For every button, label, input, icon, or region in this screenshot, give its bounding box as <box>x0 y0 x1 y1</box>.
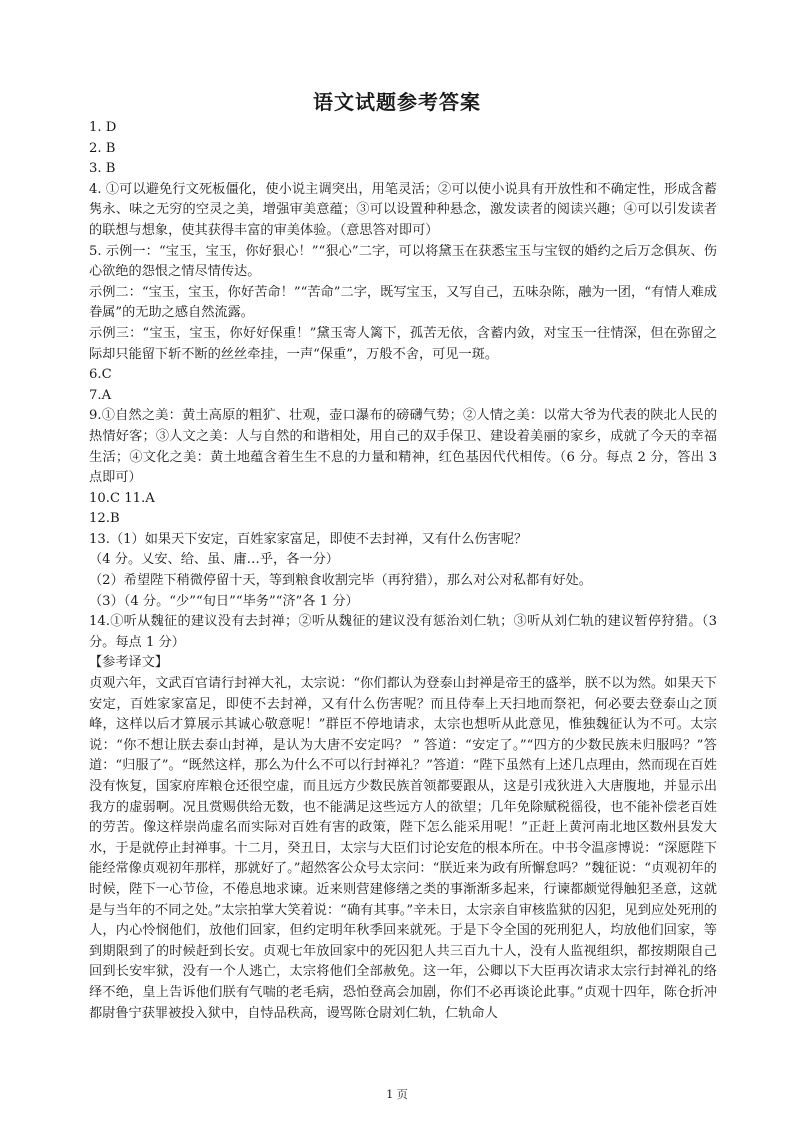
answer-line: （4 分。乂安、给、虽、庸…乎，各一分） <box>89 552 339 568</box>
answer-line: 2. B <box>89 140 116 156</box>
translation-paragraph: 贞观六年，文武百官请行封禅大礼，太宗说：“你们都认为登泰山封禅是帝王的盛举，朕不以为然。如果天下安定，百姓家家富足，即使不去封禅，又有什么伤害呢？而且侍奉上天扫地而祭祀，何必要去登泰山之顶峰，这样以后才算展示其诚心敬意呢！”群臣不停地请求，太宗也想听从此意见，惟独魏征认为不可。太宗说：“你不想让朕去泰山封禅，是认为大唐不安定吗？ ” 答道：“安定了。”“四方的少数民族未归服吗？”答道：“归服了”。“既然这样，那么为什么不可以行封禅礼？”答道：“陛下虽然有上述几点理由，然而现在百姓没有恢复，国家府库粮仓还很空虚，而且远方少数民族首领都要跟从，这是引戎狄进入大唐腹地，并显示出我方的虚弱啊。况且赏赐供给无数，也不能满足这些远方人的欲望；几年免除赋税徭役，也不能补偿老百姓的劳苦。像这样崇尚虚名而实际对百姓有害的政策，陛下怎么能采用呢！”正赶上黄河南北地区数州县发大水，于是就停止封禅事。十二月，癸丑日，太宗与大臣们讨论安危的根本所在。中书令温彦博说：“深愿陛下能经常像贞观初年那样，那就好了。”超然客公众号太宗问：“朕近来为政有所懈怠吗？”魏征说：“贞观初年的时候，陛下一心节俭，不倦息地求谏。近来则营建修缮之类的事渐渐多起来，行谏都颇觉得触犯圣意，这就是与当年的不同之处。”太宗拍掌大笑着说：“确有其事。”辛未日，太宗亲自审核监狱的囚犯，见到应处死刑的人，内心怜悯他们，放他们回家，但约定明年秋季回来就死。于是下令全国的死刑犯人，均放他们回家，等到期限到了的时候赶到长安。贞观七年放回家中的死囚犯人共三百九十人，没有人监视组织，都按期限自己回到长安牢狱，没有一个人逃亡，太宗将他们全部赦免。这一年，公卿以下大臣再次请求太宗行封禅礼的络绎不绝，皇上告诉他们朕有气喘的老毛病，恐怕登高会加剧，你们不必再谈论此事。”贞观十四年，陈仓折冲都尉鲁宁获罪被投入狱中，自恃品秩高，谩骂陈仓尉刘仁轨，仁轨命人 <box>89 676 717 1021</box>
answer-line: （2）希望陛下稍微停留十天，等到粮食收割完毕（再狩猎），那么对公对私都有好处。 <box>89 573 592 589</box>
answer-line: 4. ①可以避免行文死板僵化，使小说主调突出，用笔灵活；②可以使小说具有开放性和不确定性，形成含蓄隽永、味之无穷的空灵之美，增强审美意蕴；③可以设置种种悬念，激发读者的阅读兴趣；④可以引发读者的联想与想象，使其获得丰富的审美体验。（意思答对即可） <box>89 181 717 238</box>
answer-body <box>89 118 717 1024</box>
answer-line: 12.B <box>89 511 120 527</box>
translation-heading: 【参考译文】 <box>89 655 169 671</box>
page-number: 1 页 <box>386 1088 408 1101</box>
answer-line: 6.C <box>89 367 112 383</box>
answer-line: 10.C 11.A <box>89 490 155 506</box>
page-title: 语文试题参考答案 <box>313 90 481 114</box>
answer-line: 7.A <box>89 387 112 403</box>
answer-line: 示例三：“宝玉，宝玉，你好好保重！”黛玉寄人篱下，孤苦无依，含蓄内敛，对宝玉一往情深，但在弥留之际却只能留下斩不断的丝丝牵挂，一声“保重”，万般不舍，可见一斑。 <box>89 325 717 362</box>
answer-line: 1. D <box>89 120 117 135</box>
answer-line: 5. 示例一：“宝玉，宝玉，你好狠心！”“狠心”二字，可以将黛玉在获悉宝玉与宝钗的婚约之后万念俱灰、伤心欲绝的怨恨之情尽情传达。 <box>89 243 717 280</box>
answer-line: （3）（4 分。“少”“旬日”“毕务”“济”各 1 分） <box>89 593 359 609</box>
answer-line: 13.（1）如果天下安定，百姓家家富足，即使不去封禅，又有什么伤害呢？ <box>89 531 528 547</box>
answer-line: 9.①自然之美：黄土高原的粗犷、壮观，壶口瀑布的磅礴气势；②人情之美：以常大爷为代表的陕北人民的热情好客；③人文之美：人与自然的和谐相处，用自己的双手保卫、建设着美丽的家乡，成就了今天的幸福生活；④文化之美：黄土地蕴含着生生不息的力量和精神，红色基因代代相传。（6 分。每点 2 分，答出 3 点即可） <box>89 408 717 486</box>
answer-line: 示例二：“宝玉，宝玉，你好苦命！”“苦命”二字，既写宝玉，又写自己，五味杂陈，融为一团，“有情人难成眷属”的无助之感自然流露。 <box>89 284 717 321</box>
answer-line: 14.①听从魏征的建议没有去封禅；②听从魏征的建议没有惩治刘仁轨；③听从刘仁轨的建议暂停狩猎。（3 分。每点 1 分） <box>89 614 717 650</box>
translation-text <box>89 674 717 1024</box>
answer-line: 3. B <box>89 161 116 177</box>
